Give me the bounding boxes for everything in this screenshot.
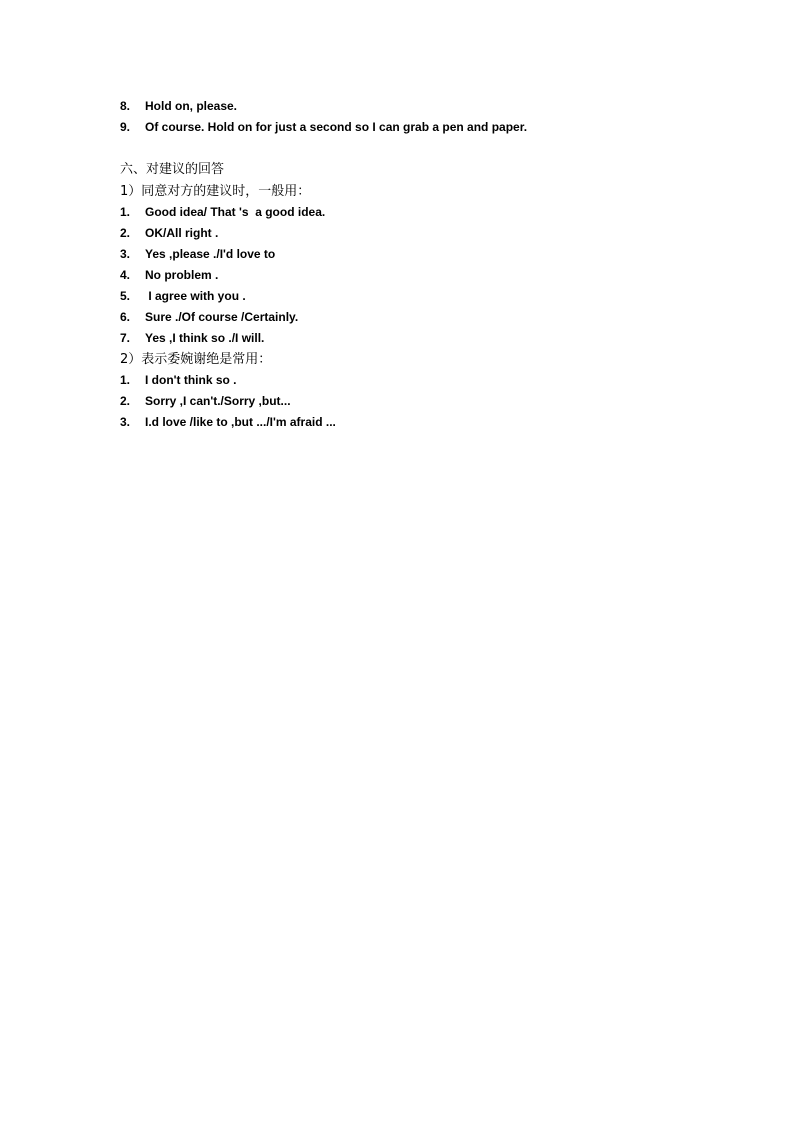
agree-heading: 1）同意对方的建议时，一般用：: [120, 184, 311, 199]
section-title: 六、对建议的回答: [120, 162, 225, 177]
list-item: [120, 265, 680, 286]
list-text: Yes ,I think so ./I will.: [145, 331, 265, 345]
list-text: Yes ,please ./I'd love to: [145, 247, 276, 261]
list-number: 3.: [120, 247, 131, 261]
list-number: 8.: [120, 99, 131, 113]
list-number: 4.: [120, 268, 131, 282]
list-text: Good idea/ That 's a good idea.: [145, 205, 326, 219]
document-content: [120, 96, 680, 433]
list-item: [120, 391, 680, 412]
list-item: [120, 370, 680, 391]
list-number: 2.: [120, 394, 131, 408]
list-number: 1.: [120, 205, 131, 219]
list-item: [120, 328, 680, 349]
list-item: [120, 412, 680, 433]
list-text: No problem .: [145, 268, 219, 282]
list-text: Sure ./Of course /Certainly.: [145, 310, 299, 324]
paragraph-spacer: [120, 138, 680, 159]
list-text: Sorry ,I can't./Sorry ,but...: [145, 394, 291, 408]
list-number: 6.: [120, 310, 131, 324]
list-number: 9.: [120, 120, 131, 134]
list-item: [120, 286, 680, 307]
list-text: Hold on, please.: [145, 99, 238, 113]
list-item: [120, 244, 680, 265]
list-number: 2.: [120, 226, 131, 240]
list-text: I.d love /like to ,but .../I'm afraid ...: [145, 415, 336, 429]
list-number: 7.: [120, 331, 131, 345]
list-item: [120, 117, 680, 138]
list-text: I agree with you .: [145, 289, 246, 303]
list-item: [120, 202, 680, 223]
list-text: Of course. Hold on for just a second so I can grab a pen and paper.: [145, 120, 528, 134]
list-number: 1.: [120, 373, 131, 387]
list-item: [120, 96, 680, 117]
list-item: [120, 307, 680, 328]
list-number: 5.: [120, 289, 131, 303]
list-item: [120, 223, 680, 244]
list-text: I don't think so .: [145, 373, 237, 387]
list-text: OK/All right .: [145, 226, 219, 240]
decline-heading: 2）表示委婉谢绝是常用：: [120, 352, 272, 367]
list-number: 3.: [120, 415, 131, 429]
